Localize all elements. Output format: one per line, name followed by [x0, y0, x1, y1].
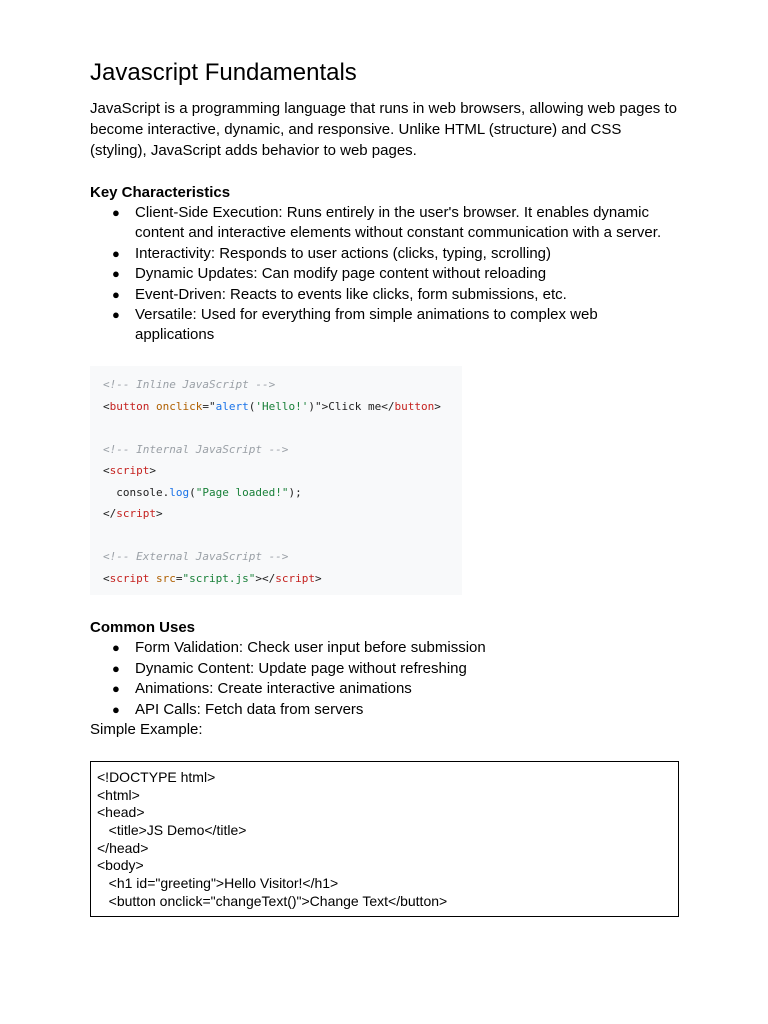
code-token: >	[434, 399, 441, 413]
common-uses-section	[90, 617, 680, 740]
code-line	[103, 460, 462, 482]
example-code-line: <h1 id="greeting">Hello Visitor!</h1>	[97, 875, 339, 892]
bullet-icon: ●	[112, 701, 120, 717]
key-characteristics-heading: Key Characteristics	[90, 184, 231, 201]
example-code-line: </head>	[97, 839, 149, 856]
example-code-line: <head>	[97, 804, 145, 821]
code-line	[103, 503, 462, 525]
code-token: "Page loaded!"	[195, 485, 289, 499]
code-token: script	[109, 464, 150, 477]
list-item	[90, 264, 680, 284]
code-token: >Click me</	[321, 399, 395, 413]
code-line	[103, 439, 462, 461]
bullet-icon: ●	[112, 205, 120, 220]
code-line	[103, 568, 462, 590]
code-line	[103, 374, 462, 396]
document-page	[90, 58, 680, 917]
code-token: "script.js"	[182, 571, 256, 585]
code-token: alert	[215, 399, 249, 413]
code-token: script	[116, 507, 156, 520]
code-token: >	[149, 464, 156, 477]
code-token: onclick	[156, 399, 203, 413]
code-token: log	[169, 485, 190, 499]
list-item-text: Client-Side Execution: Runs entirely in the user's browser. It enables dynamic content and interactive elements without constant communication with a server.	[135, 204, 662, 241]
code-token	[149, 400, 156, 413]
bullet-icon: ●	[112, 681, 120, 696]
example-code-line: <html>	[97, 786, 140, 803]
code-token: 'Hello!'	[255, 399, 309, 413]
code-token: )"	[308, 399, 322, 413]
list-item	[90, 638, 680, 658]
bullet-icon: ●	[112, 640, 120, 655]
code-token: <!-- Inline JavaScript -->	[103, 378, 276, 391]
code-token: button	[394, 399, 435, 413]
code-token: >	[156, 507, 163, 520]
key-characteristics-list	[90, 203, 680, 345]
list-item-text: Dynamic Updates: Can modify page content without reloading	[135, 265, 547, 282]
common-uses-heading: Common Uses	[90, 619, 196, 636]
code-token: =	[202, 399, 209, 413]
code-token: =	[175, 571, 183, 585]
code-token: <	[103, 464, 110, 477]
list-item	[90, 305, 680, 345]
common-uses-list	[90, 638, 680, 720]
code-line	[103, 482, 462, 504]
list-item	[90, 679, 680, 699]
list-item	[90, 203, 680, 243]
list-item-text: Versatile: Used for everything from simple animations to complex web applications	[135, 306, 598, 343]
intro-paragraph: JavaScript is a programming language that runs in web browsers, allowing web pages to become interactive, dynamic, and responsive. Unlike HTML (structure) and CSS (styling), JavaScript adds behavior to web pages.	[90, 100, 677, 159]
code-line	[103, 396, 462, 418]
list-item	[90, 700, 680, 720]
code-token: script	[109, 571, 150, 585]
code-line	[103, 546, 462, 568]
example-code-line: <!DOCTYPE html>	[97, 769, 216, 785]
bullet-icon: ●	[112, 307, 120, 322]
code-token: </	[103, 507, 117, 520]
code-token: src	[156, 571, 176, 585]
example-code-line: <button onclick="changeText()">Change Text</button>	[97, 892, 448, 909]
code-token: <	[103, 571, 110, 585]
code-token: );	[288, 485, 302, 499]
list-item	[90, 244, 680, 264]
list-item-text: Event-Driven: Reacts to events like clicks, form submissions, etc.	[135, 285, 567, 303]
list-item-text: Animations: Create interactive animations	[135, 680, 412, 697]
code-snippet-block	[90, 366, 462, 595]
code-token: (	[189, 485, 196, 499]
code-line	[103, 417, 462, 439]
list-item-text: Interactivity: Responds to user actions (clicks, typing, scrolling)	[135, 244, 551, 262]
code-token: "	[208, 399, 216, 413]
simple-example-label: Simple Example:	[90, 721, 203, 738]
bullet-icon: ●	[112, 660, 120, 676]
list-item-text: Dynamic Content: Update page without refreshing	[135, 659, 467, 677]
bullet-icon: ●	[112, 286, 120, 302]
code-line	[103, 525, 462, 547]
code-token: <!-- Internal JavaScript -->	[103, 442, 289, 456]
list-item	[90, 659, 680, 679]
example-code-line: <body>	[97, 857, 144, 874]
code-token: script	[275, 571, 315, 585]
code-token: <!-- External JavaScript -->	[103, 550, 289, 563]
list-item-text: Form Validation: Check user input before submission	[135, 639, 486, 656]
list-item-text: API Calls: Fetch data from servers	[135, 700, 364, 718]
code-token: console.	[103, 485, 170, 499]
bullet-icon: ●	[112, 266, 120, 281]
simple-example-box	[90, 761, 679, 917]
example-code-line: <title>JS Demo</title>	[97, 822, 247, 839]
code-token	[149, 572, 156, 585]
code-token: >	[314, 571, 322, 585]
code-token: <	[103, 399, 110, 413]
code-token: button	[109, 399, 150, 413]
code-token: (	[248, 399, 256, 413]
list-item	[90, 285, 680, 305]
bullet-icon: ●	[112, 245, 120, 261]
code-token: ></	[255, 571, 276, 585]
page-title: Javascript Fundamentals	[90, 59, 357, 86]
